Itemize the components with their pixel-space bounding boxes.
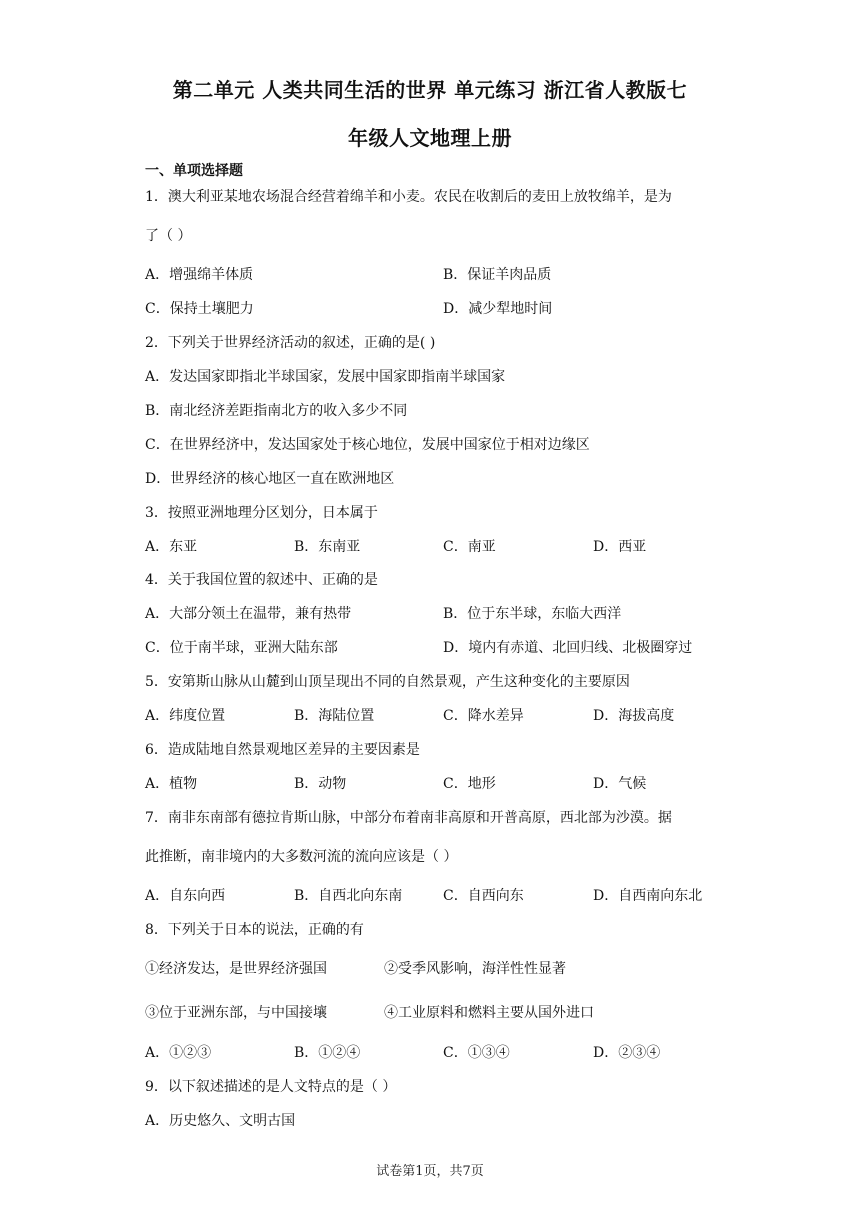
question-9-option-a: A．历史悠久、文明古国 xyxy=(145,1113,296,1129)
question-5-option-a: A．纬度位置 xyxy=(145,708,226,724)
question-4-option-b: B．位于东半球，东临大西洋 xyxy=(443,606,622,622)
question-6-option-d: D．气候 xyxy=(593,776,647,792)
question-5-stem: 5．安第斯山脉从山麓到山顶呈现出不同的自然景观，产生这种变化的主要原因 xyxy=(145,674,630,690)
question-8-statement-3: ③位于亚洲东部，与中国接壤 xyxy=(145,1005,327,1021)
question-7-option-a: A．自东向西 xyxy=(145,888,226,904)
question-7-stem-line-2: 此推断，南非境内的大多数河流的流向应该是（ ） xyxy=(145,849,458,865)
question-5-option-b: B．海陆位置 xyxy=(294,708,375,724)
question-8-stem: 8．下列关于日本的说法，正确的有 xyxy=(145,922,364,938)
question-8-option-d: D．②③④ xyxy=(593,1045,661,1061)
question-1-stem-line-1: 1．澳大利亚某地农场混合经营着绵羊和小麦。农民在收割后的麦田上放牧绵羊，是为 xyxy=(145,189,672,205)
question-4-option-d: D．境内有赤道、北回归线、北极圈穿过 xyxy=(443,640,693,656)
question-2-option-d: D．世界经济的核心地区一直在欧洲地区 xyxy=(145,471,395,487)
question-7-stem-line-1: 7．南非东南部有德拉肯斯山脉，中部分布着南非高原和开普高原，西北部为沙漠。据 xyxy=(145,810,672,826)
question-8-statement-1: ①经济发达，是世界经济强国 xyxy=(145,961,327,977)
question-1-stem-line-2: 了（ ） xyxy=(145,228,192,244)
question-6-option-a: A．植物 xyxy=(145,776,198,792)
question-5-option-c: C．降水差异 xyxy=(443,708,524,724)
question-4-option-c: C．位于南半球，亚洲大陆东部 xyxy=(145,640,338,656)
question-8-option-a: A．①②③ xyxy=(145,1045,212,1061)
question-3-option-a: A．东亚 xyxy=(145,539,198,555)
question-4-option-a: A．大部分领土在温带，兼有热带 xyxy=(145,606,352,622)
question-1-option-c: C．保持土壤肥力 xyxy=(145,301,254,317)
question-8-option-b: B．①②④ xyxy=(294,1045,361,1061)
question-4-stem: 4．关于我国位置的叙述中、正确的是 xyxy=(145,572,378,588)
question-6-stem: 6．造成陆地自然景观地区差异的主要因素是 xyxy=(145,742,420,758)
page-title-line-1: 第二单元 人类共同生活的世界 单元练习 浙江省人教版七 xyxy=(172,78,688,102)
question-3-option-b: B．东南亚 xyxy=(294,539,361,555)
question-3-stem: 3．按照亚洲地理分区划分，日本属于 xyxy=(145,505,378,521)
question-8-statement-2: ②受季风影响，海洋性性显著 xyxy=(384,961,566,977)
question-9-stem: 9．以下叙述描述的是人文特点的是（ ） xyxy=(145,1079,397,1095)
question-8-statement-4: ④工业原料和燃料主要从国外进口 xyxy=(384,1005,594,1021)
question-6-option-c: C．地形 xyxy=(443,776,496,792)
page-footer: 试卷第1页，共7页 xyxy=(376,1164,484,1179)
question-2-stem: 2．下列关于世界经济活动的叙述，正确的是( ) xyxy=(145,335,436,351)
question-5-option-d: D．海拔高度 xyxy=(593,708,675,724)
question-2-option-a: A．发达国家即指北半球国家，发展中国家即指南半球国家 xyxy=(145,369,506,385)
section-heading: 一、单项选择题 xyxy=(145,163,243,179)
question-7-option-b: B．自西北向东南 xyxy=(294,888,403,904)
question-8-option-c: C．①③④ xyxy=(443,1045,510,1061)
question-3-option-d: D．西亚 xyxy=(593,539,647,555)
question-1-option-a: A．增强绵羊体质 xyxy=(145,267,254,283)
question-1-option-d: D．减少犁地时间 xyxy=(443,301,553,317)
question-6-option-b: B．动物 xyxy=(294,776,347,792)
question-3-option-c: C．南亚 xyxy=(443,539,496,555)
question-1-option-b: B．保证羊肉品质 xyxy=(443,267,552,283)
question-7-option-c: C．自西向东 xyxy=(443,888,524,904)
question-2-option-c: C．在世界经济中，发达国家处于核心地位，发展中国家位于相对边缘区 xyxy=(145,437,590,453)
question-7-option-d: D．自西南向东北 xyxy=(593,888,703,904)
page-title-line-2: 年级人文地理上册 xyxy=(348,126,512,150)
question-2-option-b: B．南北经济差距指南北方的收入多少不同 xyxy=(145,403,408,419)
